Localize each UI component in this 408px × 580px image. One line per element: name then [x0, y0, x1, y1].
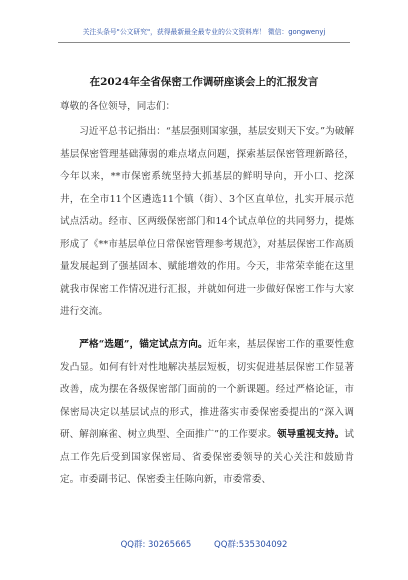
paragraph-2 — [60, 334, 354, 492]
paragraph-2-text — [60, 334, 354, 492]
footer-qq-2: QQ群:535304092 — [214, 540, 288, 550]
paragraph-2-body-b: 试点工作先后受到国家保密局、省委保密委领导的关心关注和鼓励肯定。市委副书记、保密委主任陈向新，市委常委、 — [60, 429, 355, 485]
paragraph-2-lead-2: 领导重视支持。 — [276, 429, 345, 440]
salutation — [60, 96, 354, 119]
document-title: 在2024年全省保密工作调研座谈会上的汇报发言 — [89, 76, 319, 88]
paragraph-2-body-a: 近年来，基层保密工作的重要性愈发凸显。如何有针对性地解决基层短板，切实促进基层保密工作显著改善，成为摆在各级保密部门面前的一个新课题。经过严格论证，市保密局决定以基层试点的形式，推进落实市委保密委提出的“深入调研、解剖麻雀、树立典型、全面推广”的工作要求。 — [60, 339, 354, 440]
footer-qq-1: QQ群: 30265665 — [120, 540, 192, 550]
paragraph-2-lead: 严格“选题”，锚定试点方向。 — [79, 339, 208, 350]
header-banner: 关注头条号"公文研究"，获得最新最全最专业的公文资料库！ 微信：gongwenyj — [82, 28, 326, 36]
paragraph-1-text: 习近平总书记指出：“基层强则国家强，基层安则天下安。”为破解基层保密管理基础薄弱的难点堵点问题，探索基层保密管理新路径，今年以来，**市保密系统坚持大抓基层的鲜明导向，开小口、挖深井，在全市11个区遴选11个镇（街）、3个区直单位，扎实开展示范试点活动。经市、区两级保密部门和14个试点单位的共同努力，提炼形成了《**市基层单位日常保密管理参考规范》，对基层保密工作高质量发展起到了强基固本、赋能增效的作用。今天，非常荣幸能在这里就我市保密工作情况进行汇报，并就如何进一步做好保密工作与大家进行交流。 — [60, 126, 354, 317]
footer-banner — [0, 538, 408, 550]
header-divider — [58, 42, 350, 43]
paragraph-1 — [60, 121, 354, 324]
salutation-text: 尊敬的各位领导，同志们： — [60, 101, 176, 112]
